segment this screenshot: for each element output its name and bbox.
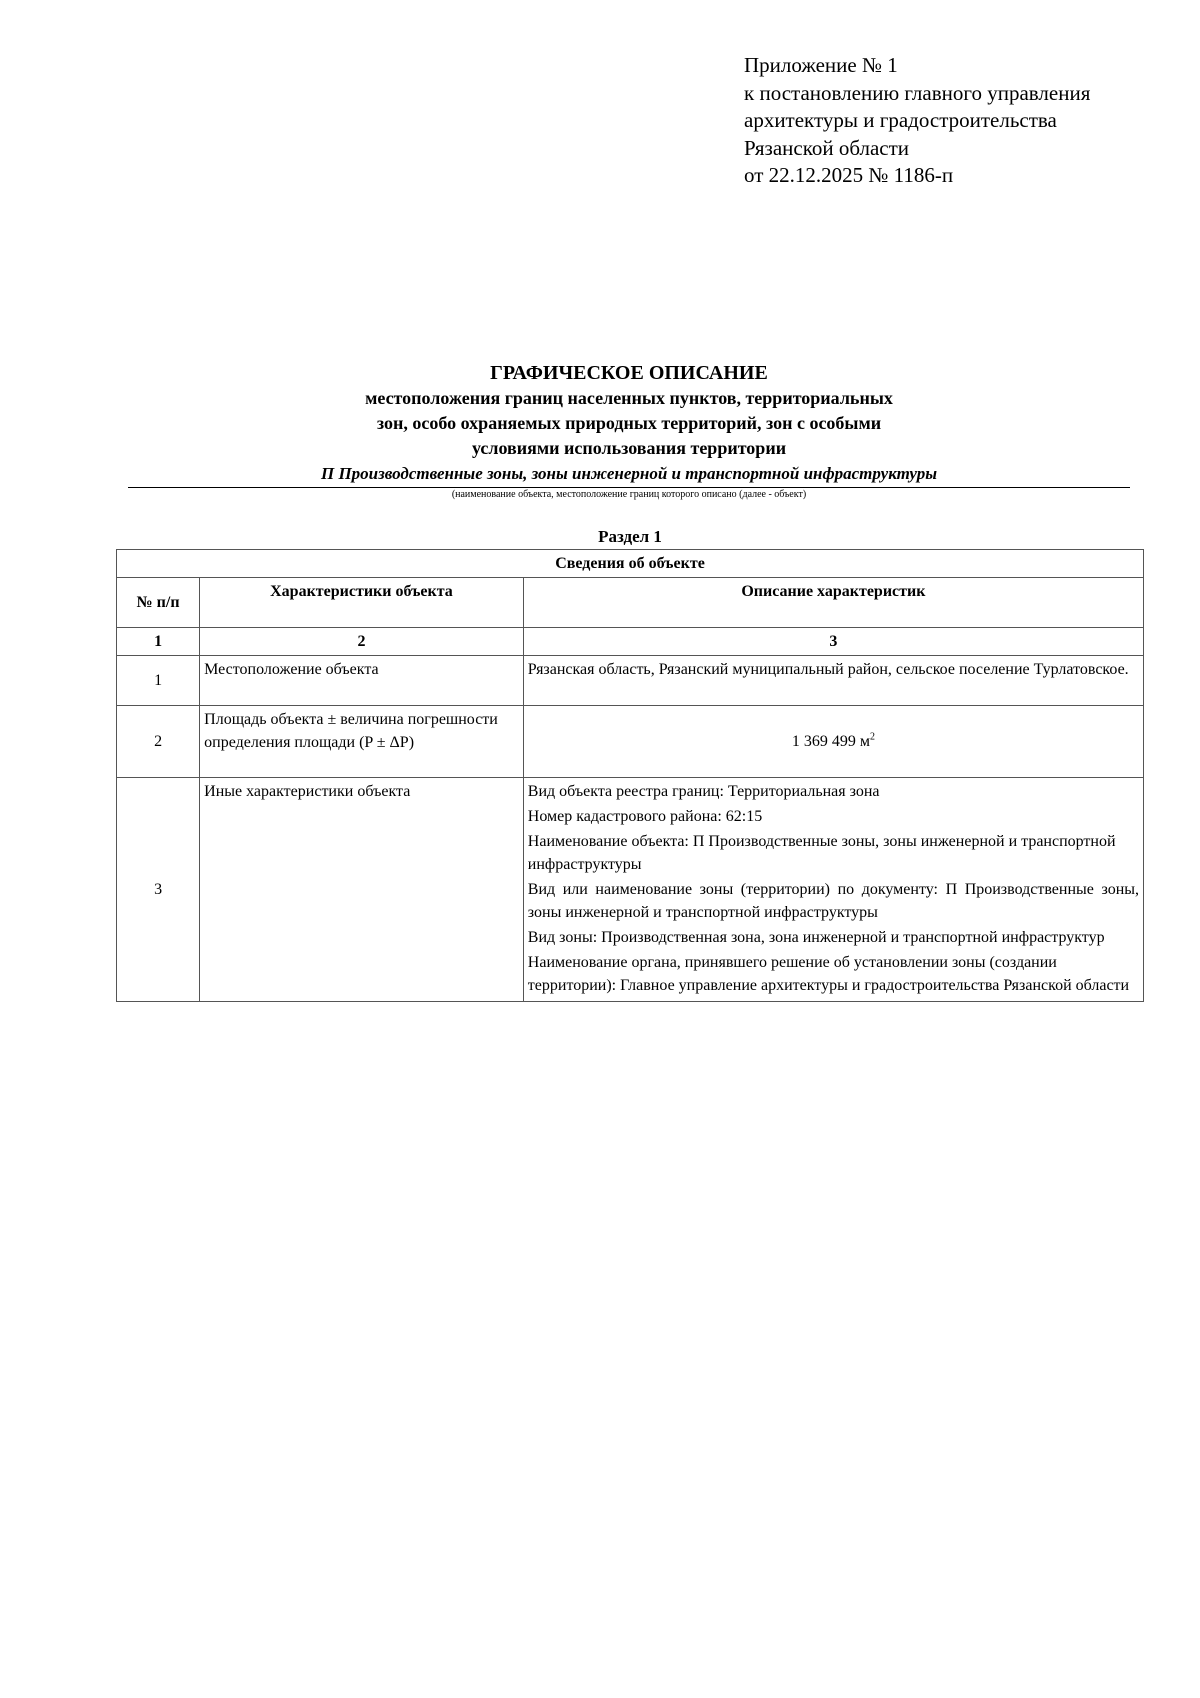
row-name: Площадь объекта ± величина погрешности определения площади (P ± ΔP) bbox=[200, 706, 524, 778]
row-number: 2 bbox=[117, 706, 200, 778]
description-paragraph: Наименование объекта: П Производственные зоны, зоны инженерной и транспортной инфраструктуры bbox=[527, 833, 1116, 873]
header-number: № п/п bbox=[117, 578, 200, 628]
document-title: ГРАФИЧЕСКОЕ ОПИСАНИЕ bbox=[490, 362, 768, 384]
description-paragraph: Наименование органа, принявшего решение об установлении зоны (создании территории): Главное управление архитектуры и градостроительства Рязанской области bbox=[527, 954, 1130, 994]
appendix-line: архитектуры и градостроительства bbox=[744, 108, 1057, 132]
row-description: Рязанская область, Рязанский муниципальный район, сельское поселение Турлатовское. bbox=[523, 656, 1143, 706]
table-title-row bbox=[117, 550, 1144, 578]
row-description bbox=[523, 778, 1143, 1002]
appendix-line: Приложение № 1 bbox=[744, 53, 898, 77]
object-name: П Производственные зоны, зоны инженерной и транспортной инфраструктуры bbox=[320, 464, 938, 483]
column-number: 2 bbox=[200, 628, 524, 656]
appendix-line: к постановлению главного управления bbox=[744, 80, 1091, 105]
row-name: Иные характеристики объекта bbox=[200, 778, 524, 1002]
table-row bbox=[117, 706, 1144, 778]
area-unit-exponent: 2 bbox=[869, 731, 875, 743]
table-title: Сведения об объекте bbox=[117, 550, 1144, 578]
area-value: 1 369 499 м bbox=[791, 733, 870, 750]
table-header-row bbox=[117, 578, 1144, 628]
header-description: Описание характеристик bbox=[523, 578, 1143, 628]
row-number: 1 bbox=[117, 656, 200, 706]
section-title: Раздел 1 bbox=[598, 527, 662, 546]
row-name: Местоположение объекта bbox=[200, 656, 524, 706]
object-info-table bbox=[116, 549, 1144, 1002]
description-paragraph: Вид объекта реестра границ: Территориальная зона bbox=[527, 783, 880, 800]
column-number: 3 bbox=[523, 628, 1143, 656]
description-paragraph: Номер кадастрового района: 62:15 bbox=[527, 808, 763, 825]
description-paragraph: Вид зоны: Производственная зона, зона инженерной и транспортной инфраструктур bbox=[527, 929, 1105, 946]
header-characteristics: Характеристики объекта bbox=[200, 578, 524, 628]
table-row bbox=[117, 778, 1144, 1002]
table-row bbox=[117, 656, 1144, 706]
document-subtitle-line: условиями использования территории bbox=[471, 438, 787, 458]
column-number-row bbox=[117, 628, 1144, 656]
row-number: 3 bbox=[117, 778, 200, 1002]
row-description bbox=[523, 706, 1143, 778]
appendix-block bbox=[744, 52, 1090, 190]
object-name-caption: (наименование объекта, местоположение границ которого описано (далее - объект) bbox=[451, 489, 807, 500]
description-paragraph: Вид или наименование зоны (территории) по документу: П Производственные зоны, зоны инженерной и транспортной инфраструктуры bbox=[527, 881, 1139, 921]
document-subtitle-line: местоположения границ населенных пунктов, территориальных bbox=[365, 388, 893, 408]
document-subtitle-line: зон, особо охраняемых природных территорий, зон с особыми bbox=[376, 413, 882, 433]
document-title-block bbox=[128, 360, 1130, 501]
column-number: 1 bbox=[117, 628, 200, 656]
appendix-line: от 22.12.2025 № 1186-п bbox=[744, 163, 954, 187]
appendix-line: Рязанской области bbox=[744, 135, 910, 160]
